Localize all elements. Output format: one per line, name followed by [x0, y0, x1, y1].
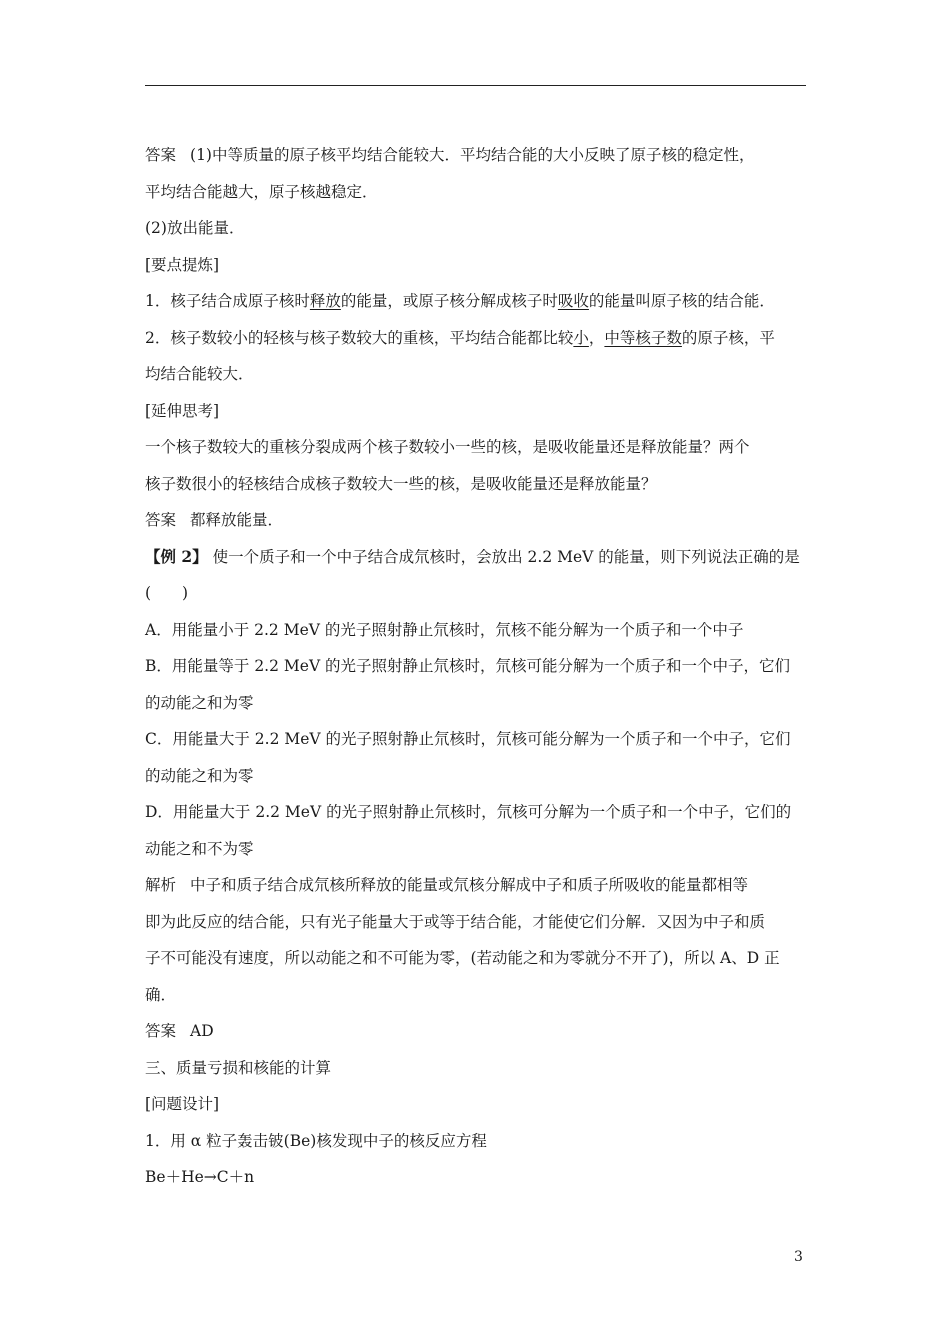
analysis-line-1: 解析 中子和质子结合成氘核所释放的能量或氘核分解成中子和质子所吸收的能量都相等 — [145, 867, 807, 904]
problem-1: 1．用 α 粒子轰击铍(Be)核发现中子的核反应方程 — [145, 1131, 487, 1150]
option-c-line-1: C．用能量大于 2.2 MeV 的光子照射静止氘核时，氘核可能分解为一个质子和一个中子，它们 — [145, 730, 791, 748]
option-b-line-1: B．用能量等于 2.2 MeV 的光子照射静止氘核时，氘核可能分解为一个质子和一个中子，它们 — [145, 657, 791, 675]
analysis-line-4: 确． — [145, 985, 177, 1004]
blank-answer: 小 — [573, 328, 589, 347]
analysis-label: 解析 — [145, 876, 177, 894]
option-d-line-2: 动能之和不为零 — [145, 839, 254, 858]
analysis-line-3: 子不可能没有速度，所以动能之和不可能为零，(若动能之和为零就分不开了)，所以 A、D 正 — [145, 949, 780, 967]
section-3-heading: 三、质量亏损和核能的计算 — [145, 1058, 332, 1077]
option-c-line-2: 的动能之和为零 — [145, 766, 254, 785]
option-a: A．用能量小于 2.2 MeV 的光子照射静止氘核时，氘核不能分解为一个质子和一个中子 — [145, 620, 744, 639]
nuclear-equation: Be＋He→C＋n — [145, 1168, 255, 1186]
document-body — [145, 137, 807, 1196]
example-2-line-1: 【例 2】 使一个质子和一个中子结合成氘核时，会放出 2.2 MeV 的能量，则下列说法正确的是 — [145, 546, 800, 566]
page-number: 3 — [794, 1249, 803, 1265]
blank-answer: 释放 — [309, 292, 341, 310]
key-points-heading: [要点提炼] — [145, 255, 220, 274]
blank-answer: 吸收 — [557, 292, 589, 310]
header-rule — [145, 85, 806, 86]
blank-answer: 中等核子数 — [604, 328, 682, 347]
extend-question-line-2: 核子数很小的轻核结合成核子数较大一些的核，是吸收能量还是释放能量？ — [145, 474, 657, 493]
answer-1-line-1: 答案 (1)中等质量的原子核平均结合能较大．平均结合能的大小反映了原子核的稳定性， — [145, 137, 807, 174]
example-2-line-2: ( ) — [145, 584, 189, 602]
answer-1-line-2: 平均结合能越大，原子核越稳定． — [145, 182, 378, 201]
extend-heading: [延伸思考] — [145, 401, 220, 420]
answer-label: 答案 — [145, 511, 177, 529]
answer-label: 答案 — [145, 146, 177, 164]
analysis-line-2: 即为此反应的结合能，只有光子能量大于或等于结合能，才能使它们分解．又因为中子和质 — [145, 912, 766, 931]
extend-question-line-1: 一个核子数较大的重核分裂成两个核子数较小一些的核，是吸收能量还是释放能量？两个 — [145, 438, 750, 456]
example-tag: 【例 2】 — [145, 546, 208, 566]
answer-label: 答案 — [145, 1022, 177, 1040]
problem-design-heading: [问题设计] — [145, 1095, 220, 1113]
key-point-2-line-1: 2．核子数较小的轻核与核子数较大的重核，平均结合能都比较小，中等核子数的原子核，平 — [145, 328, 775, 347]
answer-2: 答案 都释放能量． — [145, 502, 807, 539]
option-b-line-2: 的动能之和为零 — [145, 693, 254, 712]
option-d-line-1: D．用能量大于 2.2 MeV 的光子照射静止氘核时，氘核可分解为一个质子和一个中子，它们的 — [145, 803, 792, 821]
answer-3: 答案 AD — [145, 1013, 807, 1050]
key-point-1: 1．核子结合成原子核时释放的能量，或原子核分解成核子时吸收的能量叫原子核的结合能． — [145, 292, 775, 310]
answer-1-part-2: (2)放出能量． — [145, 219, 245, 237]
key-point-2-line-2: 均结合能较大． — [145, 365, 254, 383]
